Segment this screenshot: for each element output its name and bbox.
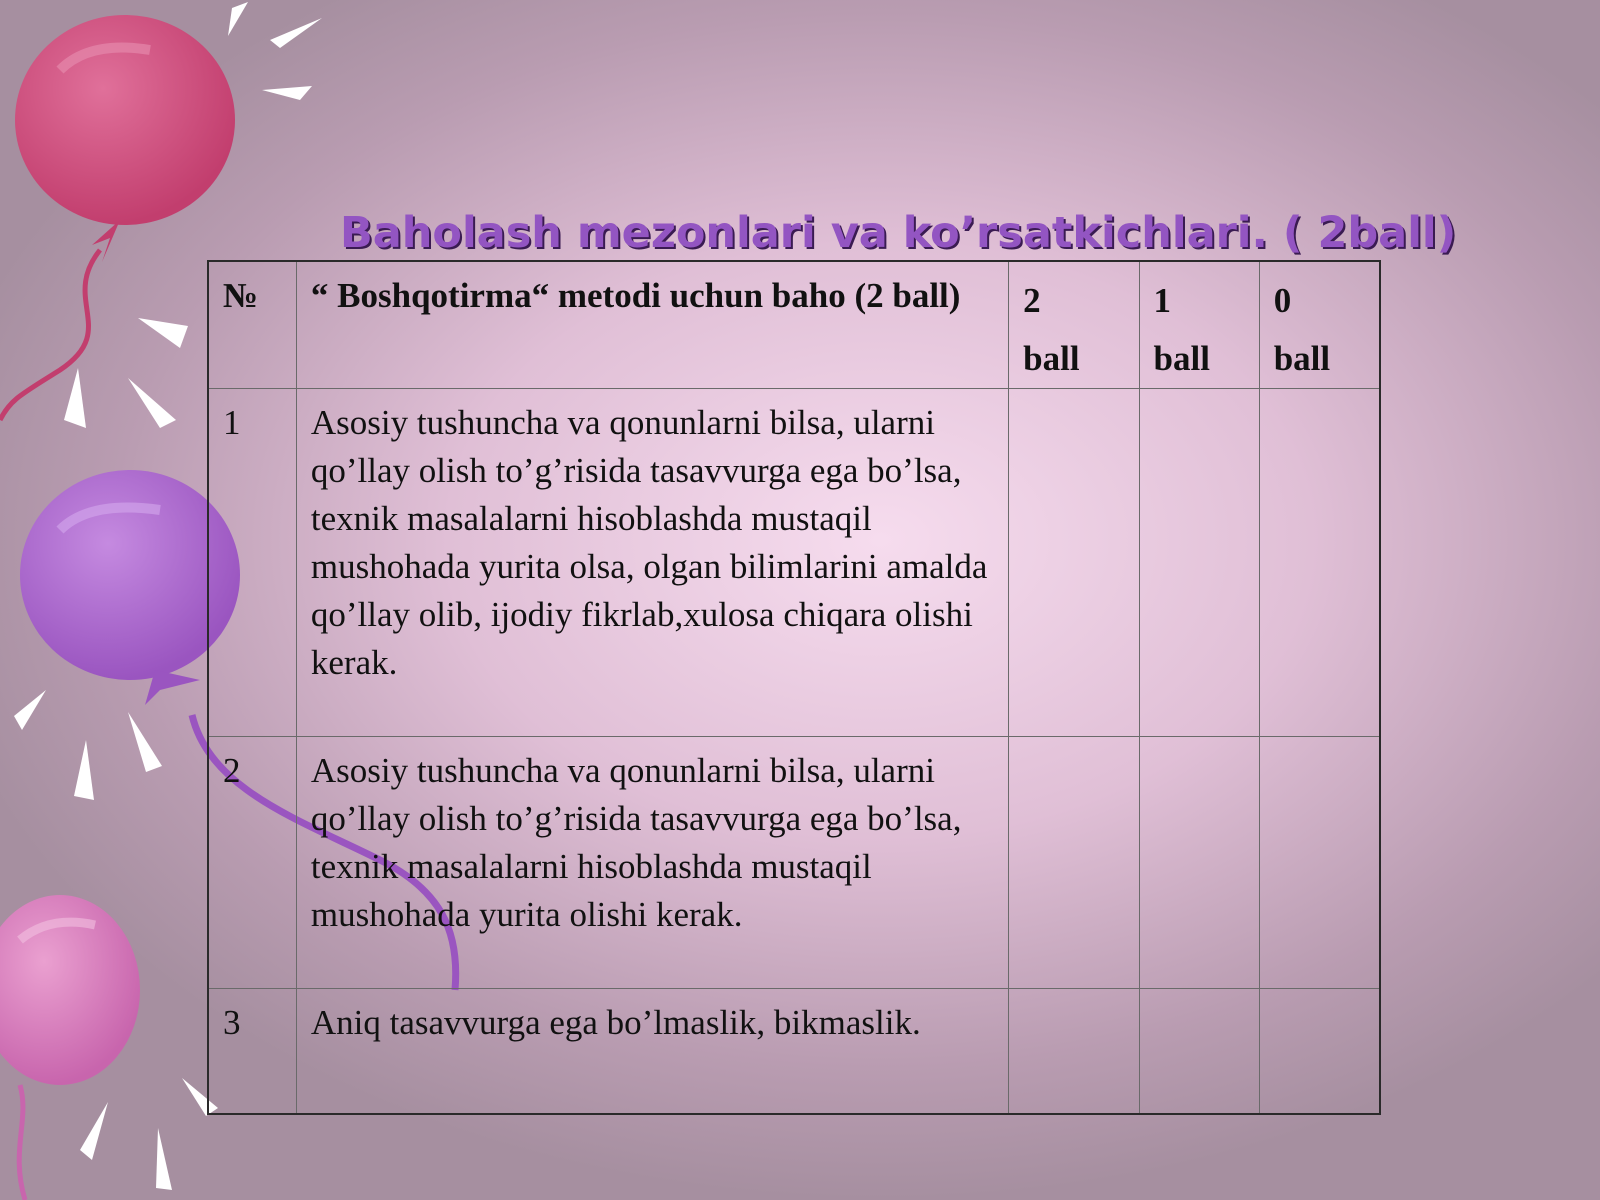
header-criteria (296, 261, 1008, 389)
row-score-0-cell (1259, 737, 1380, 989)
header-score-0-value: 0 (1273, 281, 1292, 320)
row-criteria-text: Aniq tasavvurga ega bo’lmaslik, bikmaslik. (296, 989, 1008, 1114)
header-score-1 (1139, 261, 1259, 389)
header-score-0 (1259, 261, 1380, 389)
row-score-2-cell (1009, 389, 1139, 737)
row-score-2-cell (1009, 989, 1139, 1114)
row-score-0-cell (1259, 989, 1380, 1114)
header-score-1-unit: ball (1153, 339, 1210, 378)
criteria-table (207, 260, 1381, 1115)
row-number: 2 (208, 737, 296, 989)
header-score-1-value: 1 (1153, 281, 1171, 320)
row-criteria-text: Asosiy tushuncha va qonunlarni bilsa, ularni qo’llay olish to’g’risida tasavvurga ega bo’lsa, texnik masalalarni hisoblashda mustaqil mushohada yurita olsa, olgan bilimlarini amalda qo’llay olib, ijodiy fikrlab,xulosa chiqara olishi kerak. (296, 389, 1008, 737)
table-row (208, 737, 1380, 989)
header-criteria-label: “ Boshqotirma“ metodi uchun baho (2 ball) (310, 276, 961, 315)
row-score-2-cell (1009, 737, 1139, 989)
pink-balloon-icon (0, 895, 140, 1200)
row-number: 1 (208, 389, 296, 737)
row-criteria-text: Asosiy tushuncha va qonunlarni bilsa, ularni qo’llay olish to’g’risida tasavvurga ega bo’lsa, texnik masalalarni hisoblashda mustaqil mushohada yurita olishi kerak. (296, 737, 1008, 989)
row-score-1-cell (1139, 389, 1259, 737)
header-number (208, 261, 296, 389)
header-score-2 (1009, 261, 1139, 389)
row-score-1-cell (1139, 737, 1259, 989)
header-score-0-unit: ball (1273, 339, 1331, 378)
row-number: 3 (208, 989, 296, 1114)
header-score-2-value: 2 (1023, 281, 1041, 320)
table-header-row (208, 261, 1380, 389)
table-row (208, 389, 1380, 737)
slide-title: Baholash mezonlari va ko’rsatkichlari. ( 2ball) (340, 208, 1457, 258)
row-score-1-cell (1139, 989, 1259, 1114)
header-number-label: № (223, 276, 259, 315)
table-row (208, 989, 1380, 1114)
red-balloon-icon (0, 15, 235, 420)
header-score-2-unit: ball (1023, 339, 1080, 378)
row-score-0-cell (1259, 389, 1380, 737)
